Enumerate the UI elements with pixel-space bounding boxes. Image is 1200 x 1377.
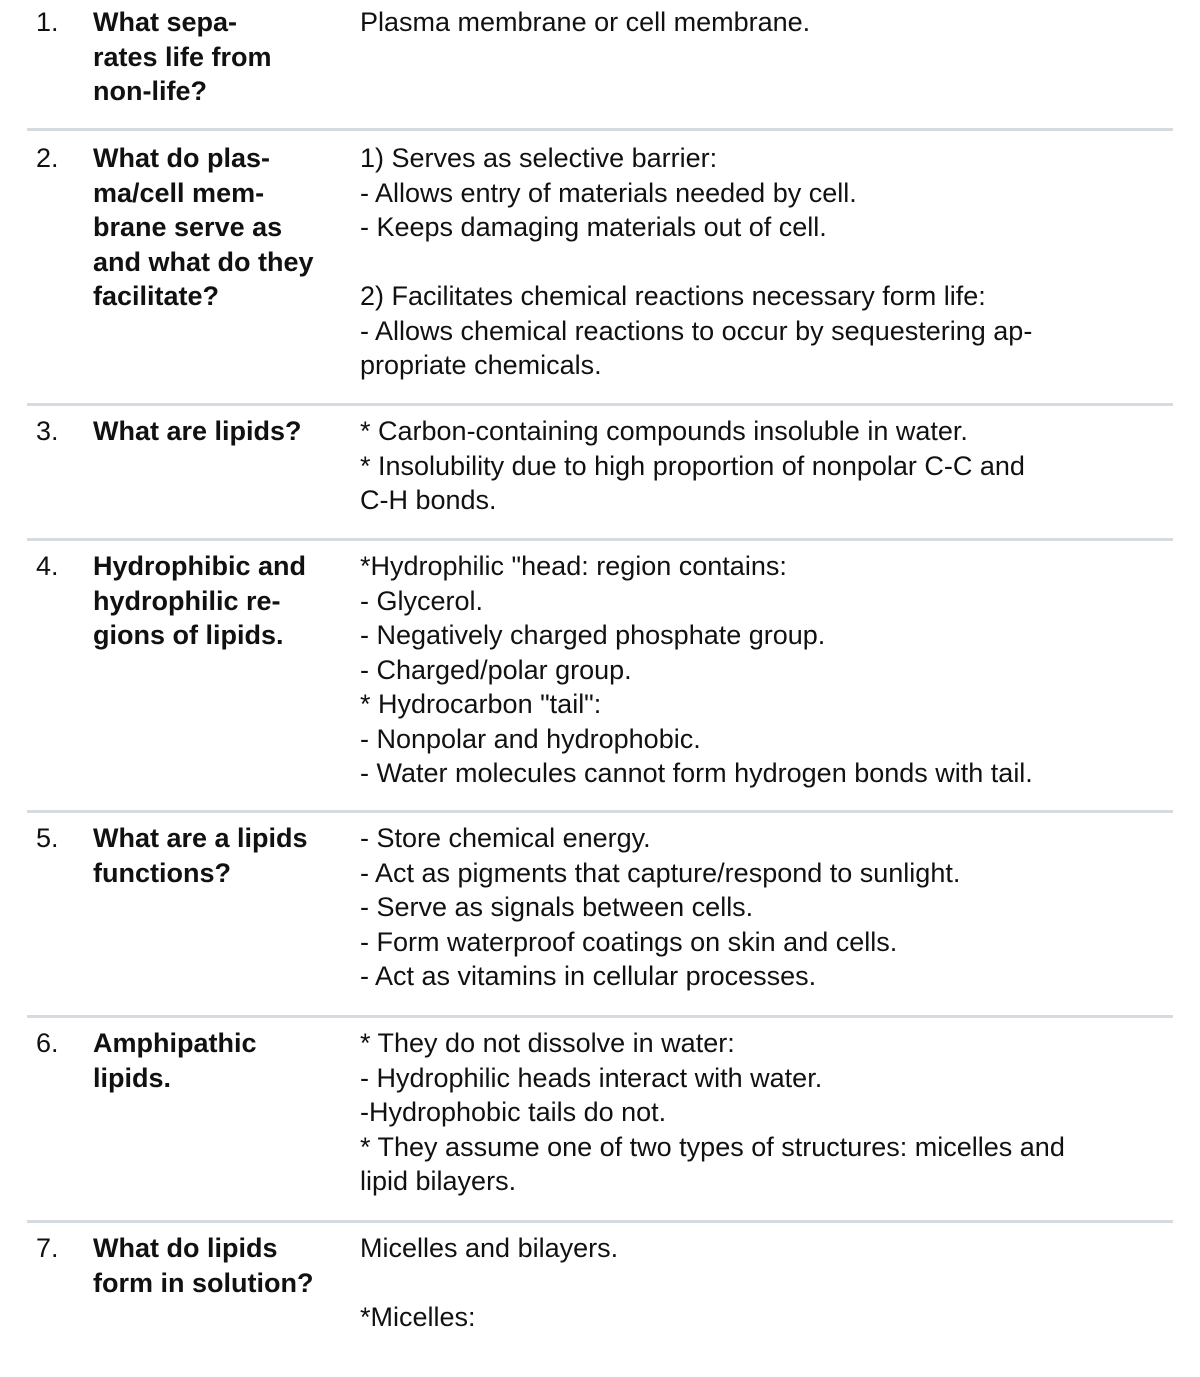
answer-line: - Charged/polar group. (360, 654, 632, 685)
flashcard-1 (0, 5, 1200, 131)
question-line: non-life? (93, 76, 207, 106)
answer-line: - Hydrophilic heads interact with water. (360, 1062, 823, 1093)
card-number: 3. (36, 416, 59, 446)
answer-line: - Act as pigments that capture/respond to sunlight. (360, 857, 961, 888)
answer-line: - Allows chemical reactions to occur by sequestering ap- (360, 315, 1033, 346)
question-line: form in solution? (93, 1267, 314, 1298)
card-number: 7. (36, 1233, 59, 1263)
question-line: What are a lipids (93, 823, 308, 853)
card-answer (360, 1026, 1175, 1199)
question-line: What sepa- (93, 7, 238, 37)
flashcard-2 (0, 141, 1200, 406)
flashcard-7 (0, 1231, 1200, 1376)
card-answer (360, 5, 1175, 40)
answer-line: - Allows entry of materials needed by cell. (360, 177, 857, 208)
answer-line: propriate chemicals. (360, 350, 602, 380)
question-line: and what do they (93, 246, 314, 277)
card-number: 1. (36, 7, 59, 37)
answer-line: - Serve as signals between cells. (360, 892, 754, 922)
answer-line: 1) Serves as selective barrier: (360, 143, 718, 173)
card-question (93, 414, 355, 449)
answer-line: -Hydrophobic tails do not. (360, 1097, 667, 1127)
question-line: lipids. (93, 1062, 172, 1093)
answer-line: * Insolubility due to high proportion of nonpolar C-C and (360, 450, 1025, 481)
flashcard-5 (0, 821, 1200, 1018)
answer-line: - Keeps damaging materials out of cell. (360, 212, 827, 242)
card-divider (27, 810, 1173, 813)
card-question (93, 141, 355, 314)
answer-line: *Hydrophilic "head: region contains: (360, 551, 787, 581)
flashcard-3 (0, 414, 1200, 541)
question-line: What do plas- (93, 143, 270, 173)
answer-line: * Hydrocarbon "tail": (360, 689, 602, 719)
answer-line: lipid bilayers. (360, 1166, 517, 1196)
question-line: rates life from (93, 41, 272, 72)
card-number: 2. (36, 143, 59, 173)
question-line: functions? (93, 857, 231, 888)
question-line: What are lipids? (93, 416, 302, 446)
card-number: 5. (36, 823, 59, 853)
card-question (93, 1231, 355, 1300)
answer-line: - Glycerol. (360, 585, 484, 616)
answer-line: - Store chemical energy. (360, 823, 651, 853)
question-line: Amphipathic (93, 1028, 257, 1058)
answer-line: - Nonpolar and hydrophobic. (360, 723, 701, 754)
flashcard-6 (0, 1026, 1200, 1223)
card-divider (27, 538, 1173, 541)
answer-line: *Micelles: (360, 1302, 476, 1332)
answer-spacer (360, 1266, 1175, 1301)
answer-line: - Act as vitamins in cellular processes. (360, 961, 817, 991)
card-answer (360, 414, 1175, 518)
card-answer (360, 141, 1175, 383)
answer-line: Micelles and bilayers. (360, 1233, 619, 1263)
card-divider (27, 403, 1173, 406)
card-divider (27, 1220, 1173, 1223)
answer-line: - Form waterproof coatings on skin and cells. (360, 926, 898, 957)
card-question (93, 821, 355, 890)
answer-line: - Negatively charged phosphate group. (360, 620, 826, 650)
card-divider (27, 1015, 1173, 1018)
card-answer (360, 821, 1175, 994)
answer-line: - Water molecules cannot form hydrogen bonds with tail. (360, 758, 1033, 788)
card-answer (360, 549, 1175, 791)
question-line: facilitate? (93, 281, 220, 311)
card-question (93, 549, 355, 653)
card-number: 4. (36, 551, 59, 581)
answer-spacer (360, 245, 1175, 280)
question-line: Hydrophibic and (93, 551, 307, 581)
answer-line: C-H bonds. (360, 485, 497, 515)
flashcard-4 (0, 549, 1200, 813)
question-line: ma/cell mem- (93, 177, 265, 208)
card-answer (360, 1231, 1175, 1335)
question-line: hydrophilic re- (93, 585, 281, 616)
question-line: gions of lipids. (93, 620, 284, 650)
answer-line: 2) Facilitates chemical reactions necessary form life: (360, 281, 986, 311)
answer-line: Plasma membrane or cell membrane. (360, 7, 811, 37)
answer-line: * They do not dissolve in water: (360, 1028, 735, 1058)
answer-line: * They assume one of two types of structures: micelles and (360, 1131, 1065, 1162)
answer-line: * Carbon-containing compounds insoluble in water. (360, 416, 968, 446)
question-line: What do lipids (93, 1233, 278, 1263)
card-number: 6. (36, 1028, 59, 1058)
card-divider (27, 128, 1173, 131)
question-line: brane serve as (93, 212, 283, 242)
card-question (93, 1026, 355, 1095)
card-question (93, 5, 355, 109)
